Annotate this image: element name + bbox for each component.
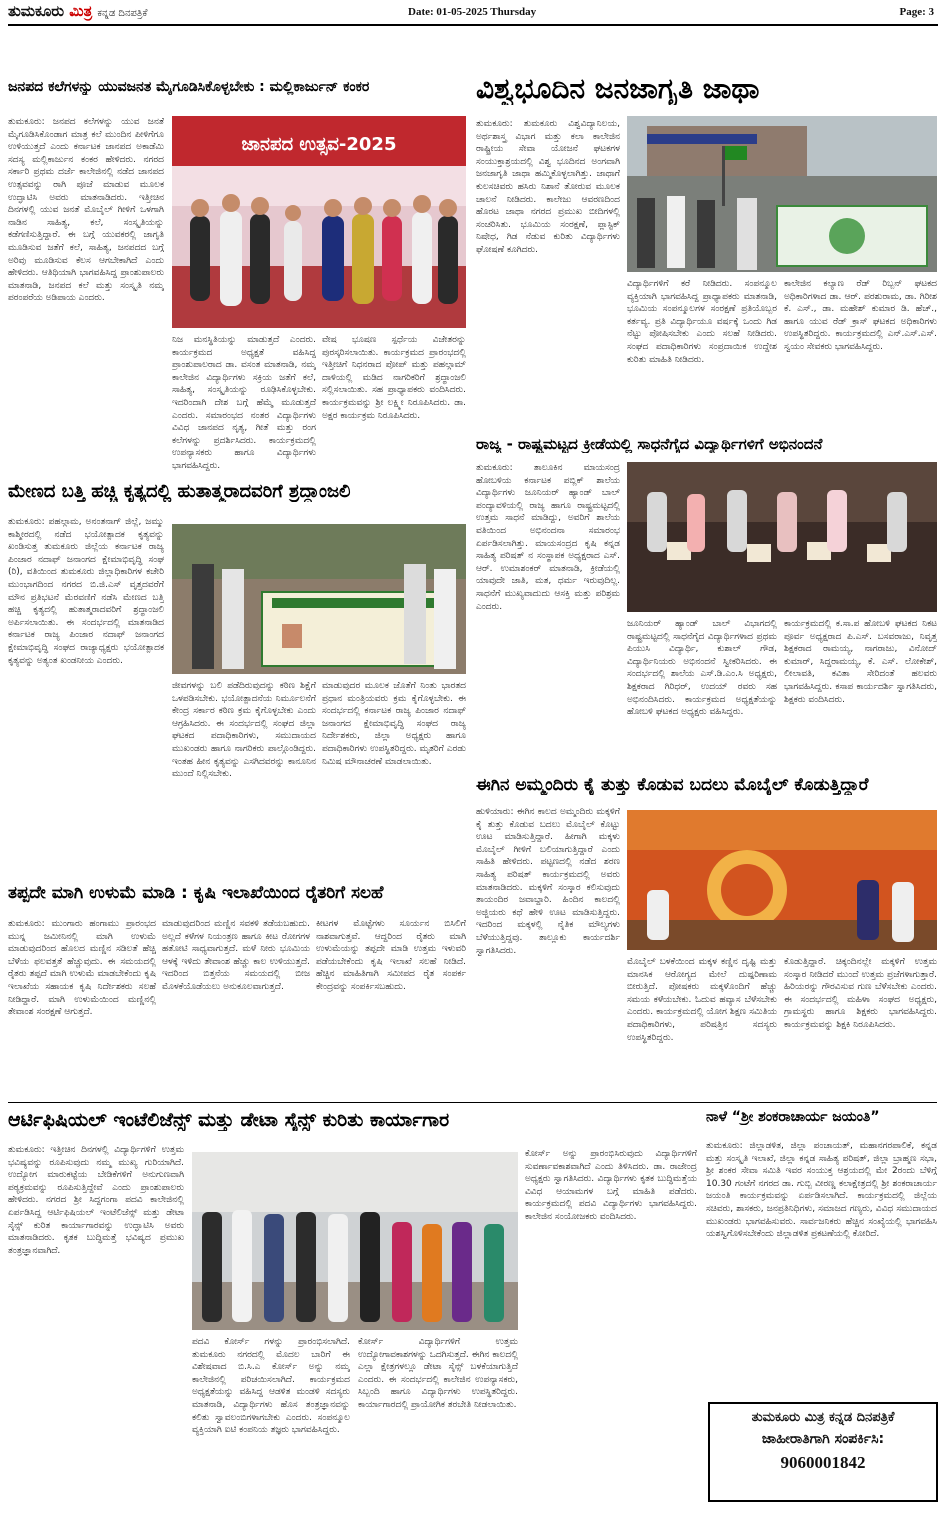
ad-newspaper-name: ತುಮಕೂರು ಮಿತ್ರ ಕನ್ನಡ ದಿನಪತ್ರಿಕೆ <box>751 1410 895 1425</box>
banner-janapada-utsava: ಜಾನಪದ ಉತ್ಸವ-2025 <box>241 134 397 155</box>
headline-tappade: ತಪ್ಪದೇ ಮಾಗಿ ಉಳುಮೆ ಮಾಡಿ : ಕೃಷಿ ಇಲಾಖೆಯಿಂದ ರೈತರಿಗೆ ಸಲಹೆ <box>8 884 384 903</box>
article-vishwabhoo-col2: ವಿದ್ಯಾರ್ಥಿಗಳಿಗೆ ಕರೆ ನೀಡಿದರು. ಸಂಪನ್ಮೂಲ ವ್ಯಕ್ತಿಯಾಗಿ ಭಾಗವಹಿಸಿದ್ದ ಪ್ರಾಧ್ಯಾಪಕರು ಮಾತನಾಡಿ, ಭೂಮಿಯ ಸಂಪನ್ಮೂಲಗಳ ಸಂರಕ್ಷಣೆ ಪ್ರತಿಯೊಬ್ಬರ ಕರ್ತವ್ಯ. ಪ್ರತಿ ವಿದ್ಯಾರ್ಥಿಯೂ ವರ್ಷಕ್ಕೆ ಒಂದು ಗಿಡ ನೆಟ್ಟು ಪೋಷಿಸಬೇಕು ಎಂದು ಸಲಹೆ ನೀಡಿದರು. ಸಂಘದ ಪದಾಧಿಕಾರಿಗಳು ಸಂಪ್ರದಾಯಿಕ ಉದ್ದೇಶ ಕುರಿತು ಮಾಹಿತಿ ನೀಡಿದರು. <box>627 279 777 365</box>
article-rajya-col3: ಕಾರ್ಯಕ್ರಮದಲ್ಲಿ ಕ.ಸಾ.ಪ ಹೋಬಳಿ ಘಟಕದ ನಿಕಟ ಪೂರ್ವ ಅಧ್ಯಕ್ಷರಾದ ಪಿ.ಎಸ್. ಬಸವರಾಜು, ನಿವೃತ್ತ ಶಿಕ್ಷಕರಾದ ರಾಮಯ್ಯ, ನಾಗರಾಜು, ವಿನೋದ್ ಕುಮಾರ್, ಸಿದ್ದರಾಮಯ್ಯ, ಕೆ. ಎಸ್. ಲೋಕೇಶ್, ಲೀಲಾವತಿ, ಕವಿತಾ ಸೇರಿದಂತೆ ಹಲವರು ಭಾಗವಹಿಸಿದ್ದರು. ಕಸಾಪ ಕಾರ್ಯದರ್ಶಿ ಸ್ವಾಗತಿಸಿದರು, ಶಿಕ್ಷಕರು ವಂದಿಸಿದರು. <box>784 619 937 705</box>
article-janapada-col3: ವೇಷ ಭೂಷಣ ಸ್ಪರ್ಧೆಯ ವಿಜೇತರನ್ನು ಪುರಸ್ಕರಿಸಲಾಯಿತು. ಕಾರ್ಯಕ್ರಮದ ಪ್ರಾರಂಭದಲ್ಲಿ ಇತ್ತೀಚಿಗೆ ನಿಧನರಾದ ಪೋಪ್ ಮತ್ತು ಪಹಲ್ಗಾಮ್ ದಾಳಿಯಲ್ಲಿ ಮಡಿದ ನಾಗರಿಕರಿಗೆ ಶ್ರದ್ಧಾಂಜಲಿ ಸಲ್ಲಿಸಲಾಯಿತು. ಸಹ ಪ್ರಾಧ್ಯಾಪಕರು ವಂದಿಸಿದರು. ಕಾರ್ಯಕ್ರಮವನ್ನು ಶ್ರೀ ಲಕ್ಷ್ಮೀ ನಿರೂಪಿಸಿದರು. ಡಾ. ಅಕ್ಷರ ಕಾರ್ಯಕ್ರಮ ನಿರೂಪಿಸಿದರು. <box>322 335 466 421</box>
article-eegina-col1: ಹುಳಿಯಾರು: ಈಗಿನ ಕಾಲದ ಅಮ್ಮಂದಿರು ಮಕ್ಕಳಿಗೆ ಕೈ ತುತ್ತು ಕೊಡುವ ಬದಲು ಮೊಬೈಲ್ ಕೊಟ್ಟು ಊಟ ಮಾಡಿಸುತ್ತಿದ್ದಾರೆ. ಹೀಗಾಗಿ ಮಕ್ಕಳು ಮೊಬೈಲ್ ಗೀಳಿಗೆ ಬಲಿಯಾಗುತ್ತಿದ್ದಾರೆ ಎಂದು ಸಾಹಿತಿ ಹೇಳಿದರು. ಪಟ್ಟಣದಲ್ಲಿ ನಡೆದ ಶರಣ ಸಾಹಿತ್ಯ ಪರಿಷತ್ ಕಾರ್ಯಕ್ರಮದಲ್ಲಿ ಅವರು ಮಾತನಾಡಿದರು. ಮಕ್ಕಳಿಗೆ ಸಂಸ್ಕಾರ ಕಲಿಸುವುದು ತಾಯಂದಿರ ಜವಾಬ್ದಾರಿ. ಹಿಂದಿನ ಕಾಲದಲ್ಲಿ ಅಜ್ಜಿಯರು ಕಥೆ ಹೇಳಿ ಊಟ ಮಾಡಿಸುತ್ತಿದ್ದರು. ಇದರಿಂದ ಮಕ್ಕಳಲ್ಲಿ ನೈತಿಕ ಮೌಲ್ಯಗಳು ಬೆಳೆಯುತ್ತಿದ್ದವು. ತಾಲ್ಲೂಕು ಕಾರ್ಯದರ್ಶಿ ಸ್ವಾಗತಿಸಿದರು. <box>476 807 620 956</box>
article-vishwabhoo-col1: ತುಮಕೂರು: ತುಮಕೂರು ವಿಶ್ವವಿದ್ಯಾನಿಲಯ, ಅರ್ಥಶಾಸ್ತ್ರ ವಿಭಾಗ ಮತ್ತು ಕಲಾ ಕಾಲೇಜಿನ ರಾಷ್ಟ್ರೀಯ ಸೇವಾ ಯೋಜನೆ ಘಟಕಗಳ ಸಂಯುಕ್ತಾಶ್ರಯದಲ್ಲಿ ವಿಶ್ವ ಭೂದಿನದ ಅಂಗವಾಗಿ ಜನಜಾಗೃತಿ ಜಾಥಾ ಹಮ್ಮಿಕೊಳ್ಳಲಾಗಿತ್ತು. ಜಾಥಾಗೆ ಕುಲಸಚಿವರು ಹಸಿರು ನಿಶಾನೆ ತೋರುವ ಮೂಲಕ ಚಾಲನೆ ನೀಡಿದರು. ಕಾಲೇಜು ಆವರಣದಿಂದ ಹೊರಟ ಜಾಥಾ ನಗರದ ಪ್ರಮುಖ ಬೀದಿಗಳಲ್ಲಿ ಸಂಚರಿಸಿತು. ಭೂಮಿಯ ಸಂರಕ್ಷಣೆ, ಪ್ಲಾಸ್ಟಿಕ್ ನಿಷೇಧ, ಗಿಡ ನೆಡುವ ಕುರಿತು ವಿದ್ಯಾರ್ಥಿಗಳು ಘೋಷಣೆ ಕೂಗಿದರು. <box>476 119 620 255</box>
issue-date: Date: 01-05-2025 Thursday <box>408 6 537 18</box>
ad-phone-number: 9060001842 <box>780 1453 866 1472</box>
headline-shankara: ನಾಳೆ “ಶ್ರೀ ಶಂಕರಾಚಾರ್ಯ ಜಯಂತಿ” <box>706 1110 880 1125</box>
article-janapada-col1: ತುಮಕೂರು: ಜನಪದ ಕಲೆಗಳನ್ನು ಯುವ ಜನತೆ ಮೈಗೂಡಿಸಿಕೊಂಡಾಗ ಮಾತ್ರ ಕಲೆ ಮುಂದಿನ ಪೀಳಿಗೆಗೂ ಉಳಿಯುತ್ತದೆ ಎಂದು ಕರ್ನಾಟಕ ಜಾನಪದ ಅಕಾಡೆಮಿ ಸದಸ್ಯ ಮಲ್ಲಿಕಾರ್ಜುನ ಕಂಕರ ಹೇಳಿದರು. ನಗರದ ಸರ್ಕಾರಿ ಪ್ರಥಮ ದರ್ಜೆ ಕಾಲೇಜಿನಲ್ಲಿ ನಡೆದ ಜಾನಪದ ಉತ್ಸವವನ್ನು ರಾಗಿ ಪೂಜೆ ಮಾಡುವ ಮೂಲಕ ಉದ್ಘಾಟಿಸಿ ಅವರು ಮಾತನಾಡಿದರು. ಇತ್ತೀಚಿನ ದಿನಗಳಲ್ಲಿ ಯುವ ಜನತೆ ಮೊಬೈಲ್ ಗೀಳಿಗೆ ಒಳಗಾಗಿ ನಾಡಿನ ಸಾಹಿತ್ಯ, ಕಲೆ, ಸಂಸ್ಕೃತಿಯನ್ನು ಕಡೆಗಣಿಸುತ್ತಿದ್ದಾರೆ. ಈ ಬಗ್ಗೆ ಯುವಕರಲ್ಲಿ ಜಾಗೃತಿ ಮೂಡಿಸುವ ಜತೆಗೆ ಕಲೆ, ಸಾಹಿತ್ಯ, ಜನಪದದ ಬಗ್ಗೆ ಅರಿವು ಮೂಡಿಸುವ ಕೆಲಸ ಆಗಬೇಕಾಗಿದೆ ಎಂದು ಹೇಳಿದರು. ಆತಿಥಿಯಾಗಿ ಭಾಗವಹಿಸಿದ್ದ ಪ್ರಾಂಶುಪಾಲರು ಮಾತನಾಡಿ, ಜನಪದ ಕಲೆ ಮತ್ತು ಸಂಸ್ಕೃತಿ ನಮ್ಮ ಪರಂಪರೆಯ ಅಡಿಪಾಯ ಎಂದರು. <box>8 117 164 304</box>
article-vishwabhoo-col3: ಕಾಲೇಜಿನ ಕಲ್ಯಾಣ ರೆಡ್ ರಿಬ್ಬನ್ ಘಟಕದ ಅಧಿಕಾರಿಗಳಾದ ಡಾ. ಆರ್. ಪರಶುರಾಮ, ಡಾ. ಗಿರೀಶ ಕೆ. ಎಸ್., ಡಾ. ಮಹೇಶ್ ಕುಮಾರ ಡಿ. ಹೆಚ್., ಹಾಗೂ ಯುವ ರೆಡ್ ಕ್ರಾಸ್ ಘಟಕದ ಅಧಿಕಾರಿಗಳು ಉಪಸ್ಥಿತರಿದ್ದರು. ಕಾರ್ಯಕ್ರಮದಲ್ಲಿ ಎನ್.ಎಸ್.ಎಸ್. ಸ್ವಯಂ ಸೇವಕರು ಭಾಗವಹಿಸಿದ್ದರು. <box>784 279 937 352</box>
photo-artificial-workshop <box>192 1152 518 1330</box>
headline-artificial: ಆರ್ಟಿಫಿಷಿಯಲ್ ಇಂಟೆಲಿಜೆನ್ಸ್ ಮತ್ತು ಡೇಟಾ ಸೈನ್ಸ್ ಕುರಿತು ಕಾರ್ಯಾಗಾರ <box>8 1110 450 1131</box>
article-artificial-col3: ಕೋರ್ಸ್ ವಿದ್ಯಾರ್ಥಿಗಳಿಗೆ ಉತ್ತಮ ಉದ್ಯೋಗಾವಕಾಶಗಳನ್ನು ಒದಗಿಸುತ್ತದೆ. ಈಗಿನ ಕಾಲದಲ್ಲಿ ಎಲ್ಲಾ ಕ್ಷೇತ್ರಗಳಲ್ಲೂ ಡೇಟಾ ಸೈನ್ಸ್ ಬಳಕೆಯಾಗುತ್ತಿದೆ ಎಂದರು. ಈ ಸಂದರ್ಭದಲ್ಲಿ ಕಾಲೇಜಿನ ಉಪನ್ಯಾಸಕರು, ಸಿಬ್ಬಂದಿ ಹಾಗೂ ವಿದ್ಯಾರ್ಥಿಗಳು ಉಪಸ್ಥಿತರಿದ್ದರು. ಕಾರ್ಯಾಗಾರದಲ್ಲಿ ಪ್ರಾಯೋಗಿಕ ತರಬೇತಿ ನೀಡಲಾಯಿತು. <box>358 1337 518 1410</box>
article-shankara-col1: ತುಮಕೂರು: ಜಿಲ್ಲಾಡಳಿತ, ಜಿಲ್ಲಾ ಪಂಚಾಯತ್, ಮಹಾನಗರಪಾಲಿಕೆ, ಕನ್ನಡ ಮತ್ತು ಸಂಸ್ಕೃತಿ ಇಲಾಖೆ, ಜಿಲ್ಲಾ ಕನ್ನಡ ಸಾಹಿತ್ಯ ಪರಿಷತ್, ಜಿಲ್ಲಾ ಬ್ರಾಹ್ಮಣ ಸಭಾ, ಶ್ರೀ ಶಂಕರ ಸೇವಾ ಸಮಿತಿ ಇವರ ಸಂಯುಕ್ತ ಆಶ್ರಯದಲ್ಲಿ ಮೇ 2ರಂದು ಬೆಳಿಗ್ಗೆ 10.30 ಗಂಟೆಗೆ ನಗರದ ಡಾ. ಗುಬ್ಬಿ ವೀರಣ್ಣ ಕಲಾಕ್ಷೇತ್ರದಲ್ಲಿ ಶ್ರೀ ಶಂಕರಾಚಾರ್ಯ ಜಯಂತಿ ಕಾರ್ಯಕ್ರಮವನ್ನು ಏರ್ಪಡಿಸಲಾಗಿದೆ. ಕಾರ್ಯಕ್ರಮದಲ್ಲಿ ಜಿಲ್ಲೆಯ ಸಚಿವರು, ಶಾಸಕರು, ಜನಪ್ರತಿನಿಧಿಗಳು, ಸಮಾಜದ ಗಣ್ಯರು, ವಿವಿಧ ಸಮುದಾಯದ ಮುಖಂಡರು ಭಾಗವಹಿಸುವರು. ಸಾರ್ವಜನಿಕರು ಹೆಚ್ಚಿನ ಸಂಖ್ಯೆಯಲ್ಲಿ ಭಾಗವಹಿಸಿ ಯಶಸ್ವಿಗೊಳಿಸಬೇಕೆಂದು ಜಿಲ್ಲಾಡಳಿತ ಪ್ರಕಟಣೆಯಲ್ಲಿ ಕೋರಿದೆ. <box>706 1141 937 1240</box>
logo-part-b: ಮಿತ್ರ <box>69 2 93 20</box>
article-rajya-col2: ಜೂನಿಯರ್ ಹ್ಯಾಂಡ್ ಬಾಲ್ ವಿಭಾಗದಲ್ಲಿ ರಾಷ್ಟ್ರಮಟ್ಟದಲ್ಲಿ ಸಾಧನೆಗೈದ ವಿದ್ಯಾರ್ಥಿಗಳಾದ ಪ್ರಥಮ ಪಿಯುಸಿ ವಿದ್ಯಾರ್ಥಿ, ಕುಶಾಲ್ ಗೌಡ, ವಿದ್ಯಾರ್ಥಿನಿಯರು ಅಭಿನಂದನೆ ಸ್ವೀಕರಿಸಿದರು. ಈ ಸಂದರ್ಭದಲ್ಲಿ ಶಾಲೆಯ ಎಸ್.ಡಿ.ಎಂ.ಸಿ ಅಧ್ಯಕ್ಷರು, ಶಿಕ್ಷಕರಾದ ಗಿರಿಧರ್, ಉದಯ್ ರವರು ಸಹ ಅಭಿನಂದಿಸಿದರು. ಕಾರ್ಯಕ್ರಮದ ಅಧ್ಯಕ್ಷತೆಯನ್ನು ಹೋಬಳಿ ಘಟಕದ ಅಧ್ಯಕ್ಷರು ವಹಿಸಿದ್ದರು. <box>627 619 777 718</box>
headline-janapada: ಜನಪದ ಕಲೆಗಳನ್ನು ಯುವಜನತ ಮೈಗೂಡಿಸಿಕೊಳ್ಳಬೇಕು : ಮಲ್ಲಿಕಾರ್ಜುನ್ ಕಂಕರ <box>8 80 370 95</box>
article-eegina-col2: ಮೊಬೈಲ್ ಬಳಕೆಯಿಂದ ಮಕ್ಕಳ ಕಣ್ಣಿನ ದೃಷ್ಟಿ ಮತ್ತು ಮಾನಸಿಕ ಆರೋಗ್ಯದ ಮೇಲೆ ದುಷ್ಪರಿಣಾಮ ಬೀರುತ್ತಿದೆ. ಪೋಷಕರು ಮಕ್ಕಳೊಂದಿಗೆ ಹೆಚ್ಚು ಸಮಯ ಕಳೆಯಬೇಕು. ಓದುವ ಹವ್ಯಾಸ ಬೆಳೆಸಬೇಕು ಎಂದರು. ಕಾರ್ಯಕ್ರಮದಲ್ಲಿ ಯೋಗ ಶಿಕ್ಷಣ ಸಮಿತಿಯ ಪದಾಧಿಕಾರಿಗಳು, ಪರಿಷತ್ತಿನ ಸದಸ್ಯರು ಉಪಸ್ಥಿತರಿದ್ದರು. <box>627 957 777 1043</box>
article-tappade-col1: ತುಮಕೂರು: ಮುಂಗಾರು ಹಂಗಾಮು ಪ್ರಾರಂಭದ ಮುನ್ನ ಜಮೀನಿನಲ್ಲಿ ಮಾಗಿ ಉಳುಮೆ ಮಾಡುವುದರಿಂದ ಹೊಲದ ಮಣ್ಣಿನ ಸಡಿಲತೆ ಹೆಚ್ಚಿ ಬೆಳೆಯ ಫಲವತ್ತತೆ ಹೆಚ್ಚುವುದು. ಈ ಸಮಯದಲ್ಲಿ ರೈತರು ತಪ್ಪದೆ ಮಾಗಿ ಉಳುಮೆ ಮಾಡಬೇಕೆಂದು ಕೃಷಿ ಇಲಾಖೆಯ ಸಹಾಯಕ ಕೃಷಿ ನಿರ್ದೇಶಕರು ಸಲಹೆ ನೀಡಿದ್ದಾರೆ. ಮಾಗಿ ಉಳುಮೆಯಿಂದ ಮಣ್ಣಿನಲ್ಲಿ ತೇವಾಂಶ ಸಂರಕ್ಷಣೆ ಆಗುತ್ತದೆ. <box>8 919 156 1018</box>
advertisement-box <box>708 1402 938 1502</box>
article-rajya-col1: ತುಮಕೂರು: ತಾಲೂಕಿನ ಮಾಯಸಂದ್ರ ಹೋಬಳಿಯ ಕರ್ನಾಟಕ ಪಬ್ಲಿಕ್ ಶಾಲೆಯ ವಿದ್ಯಾರ್ಥಿಗಳು ಜೂನಿಯರ್ ಹ್ಯಾಂಡ್ ಬಾಲ್ ಪಂದ್ಯಾವಳಿಯಲ್ಲಿ ರಾಜ್ಯ ಹಾಗೂ ರಾಷ್ಟ್ರಮಟ್ಟದಲ್ಲಿ ಉತ್ತಮ ಸಾಧನೆ ಮಾಡಿದ್ದು, ಅವರಿಗೆ ಶಾಲೆಯ ವತಿಯಿಂದ ಅಭಿನಂದನಾ ಸಮಾರಂಭ ಏರ್ಪಡಿಸಲಾಗಿತ್ತು. ಮಾಯಸಂದ್ರದ ಕೃಷಿ ಕನ್ನಡ ಸಾಹಿತ್ಯ ಪರಿಷತ್ ನ ಸಂಸ್ಥಾಪಕ ಅಧ್ಯಕ್ಷರಾದ ಎಸ್. ಆರ್. ಉಮಾಶಂಕರ್ ಮಾತನಾಡಿ, ಕ್ರೀಡೆಯಲ್ಲಿ ಯಾವುದೇ ಜಾತಿ, ಮತ, ಧರ್ಮ ಇರುವುದಿಲ್ಲ. ಸಾಧನೆಗೆ ಮುಖ್ಯವಾದುದು ಆಸಕ್ತಿ ಮತ್ತು ಪರಿಶ್ರಮ ಎಂದರು. <box>476 463 620 612</box>
article-menada-col3: ಮಾಡುವುದರ ಮೂಲಕ ಜೊತೆಗೆ ನಿಂತು ಭಾರತದ ಪ್ರಧಾನ ಮಂತ್ರಿಯವರು ಕ್ರಮ ಕೈಗೊಳ್ಳಬೇಕು. ಈ ಸಂದರ್ಭದಲ್ಲಿ ಕರ್ನಾಟಕ ರಾಜ್ಯ ಪಿಂಜಾರ ನದಾಫ್ ಜನಾಂಗದ ಕ್ಷೇಮಾಭಿವೃದ್ಧಿ ಸಂಘದ ರಾಜ್ಯ ನಿರ್ದೇಶಕರು, ಜಿಲ್ಲಾ ಅಧ್ಯಕ್ಷರು ಹಾಗೂ ಪದಾಧಿಕಾರಿಗಳು ಉಪಸ್ಥಿತರಿದ್ದರು. ಮೃತರಿಗೆ ಎರಡು ನಿಮಿಷ ಮೌನಾಚರಣೆ ಮಾಡಲಾಯಿತು. <box>322 681 466 767</box>
article-tappade-col3: ಕೀಟಗಳ ಮೊಟ್ಟೆಗಳು ಸೂರ್ಯನ ಬಿಸಿಲಿಗೆ ನಾಶವಾಗುತ್ತವೆ. ಆದ್ದರಿಂದ ರೈತರು ಮಾಗಿ ಉಳುಮೆಯನ್ನು ತಪ್ಪದೇ ಮಾಡಿ ಉತ್ತಮ ಇಳುವರಿ ಪಡೆಯಬೇಕೆಂದು ಕೃಷಿ ಇಲಾಖೆ ಸಲಹೆ ನೀಡಿದೆ. ಹೆಚ್ಚಿನ ಮಾಹಿತಿಗಾಗಿ ಸಮೀಪದ ರೈತ ಸಂಪರ್ಕ ಕೇಂದ್ರವನ್ನು ಸಂಪರ್ಕಿಸಬಹುದು. <box>316 919 466 992</box>
logo-part-a: ತುಮಕೂರು <box>8 2 65 20</box>
newspaper-logo <box>8 2 147 20</box>
photo-menada-protest <box>172 524 466 674</box>
logo-subtitle: ಕನ್ನಡ ದಿನಪತ್ರಿಕೆ <box>97 8 148 19</box>
article-menada-col2: ಜೀವಗಳನ್ನು ಬಲಿ ಪಡೆದಿರುವುದನ್ನು ಕಠಿಣ ಶಿಕ್ಷೆಗೆ ಒಳಪಡಿಸಬೇಕು. ಭಯೋತ್ಪಾದನೆಯ ನಿರ್ಮೂಲನೆಗೆ ಕೇಂದ್ರ ಸರ್ಕಾರ ಕಠಿಣ ಕ್ರಮ ಕೈಗೊಳ್ಳಬೇಕು ಎಂದು ಆಗ್ರಹಿಸಿದರು. ಈ ಸಂದರ್ಭದಲ್ಲಿ ಸಂಘದ ಜಿಲ್ಲಾ ಘಟಕದ ಪದಾಧಿಕಾರಿಗಳು, ಸಮುದಾಯದ ಮುಖಂಡರು ಹಾಗೂ ನಾಗರಿಕರು ಪಾಲ್ಗೊಂಡಿದ್ದರು. ಇಂತಹ ಹೀನ ಕೃತ್ಯವನ್ನು ಎಸಗಿದವರನ್ನು ಕಾನೂನಿನ ಮುಂದೆ ನಿಲ್ಲಿಸಬೇಕು. <box>172 681 316 780</box>
article-tappade-col2: ಮಾಡುವುದರಿಂದ ಮಣ್ಣಿನ ಸವಕಳಿ ತಡೆಯಬಹುದು. ಅಲ್ಲದೆ ಕಳೆಗಳ ನಿಯಂತ್ರಣ ಹಾಗೂ ಕೀಟ ರೋಗಗಳ ಹತೋಟಿ ಸಾಧ್ಯವಾಗುತ್ತದೆ. ಮಳೆ ನೀರು ಭೂಮಿಯ ಆಳಕ್ಕೆ ಇಳಿದು ತೇವಾಂಶ ಹೆಚ್ಚು ಕಾಲ ಉಳಿಯುತ್ತದೆ. ಇದರಿಂದ ಬಿತ್ತನೆಯ ಸಮಯದಲ್ಲಿ ಬೀಜ ಮೊಳಕೆಯೊಡೆಯಲು ಅನುಕೂಲವಾಗುತ್ತದೆ. <box>162 919 310 992</box>
page-number: Page: 3 <box>899 6 934 18</box>
headline-menada: ಮೇಣದ ಬತ್ತಿ ಹಚ್ಚಿ ಕೃತ್ಯದಲ್ಲಿ ಹುತಾತ್ಮರಾದವರಿಗೆ ಶ್ರದ್ಧಾಂಜಲಿ <box>8 482 351 502</box>
section-divider <box>8 1102 937 1103</box>
masthead <box>8 2 938 26</box>
photo-vishwabhoo-rally <box>627 116 937 272</box>
ad-contact-label: ಜಾಹೀರಾತಿಗಾಗಿ ಸಂಪರ್ಕಿಸಿ: <box>761 1431 885 1447</box>
article-eegina-col3: ಕೊಡುತ್ತಿದ್ದಾರೆ. ಚಿಕ್ಕಂದಿನಲ್ಲೇ ಮಕ್ಕಳಿಗೆ ಉತ್ತಮ ಸಂಸ್ಕಾರ ನೀಡಿದರೆ ಮುಂದೆ ಉತ್ತಮ ಪ್ರಜೆಗಳಾಗುತ್ತಾರೆ. ಹಿರಿಯರನ್ನು ಗೌರವಿಸುವ ಗುಣ ಬೆಳೆಸಬೇಕು ಎಂದರು. ಈ ಸಂದರ್ಭದಲ್ಲಿ ಮಹಿಳಾ ಸಂಘದ ಅಧ್ಯಕ್ಷರು, ಗ್ರಾಮಸ್ಥರು ಹಾಗೂ ಶಿಕ್ಷಕರು ಭಾಗವಹಿಸಿದ್ದರು. ಕಾರ್ಯಕ್ರಮವನ್ನು ಶಿಕ್ಷಕಿ ನಿರೂಪಿಸಿದರು. <box>784 957 937 1030</box>
article-janapada-col2: ನಿಜ ಮನಸ್ಥಿತಿಯನ್ನು ಮಾಡುತ್ತದೆ ಎಂದರು. ಕಾರ್ಯಕ್ರಮದ ಅಧ್ಯಕ್ಷತೆ ವಹಿಸಿದ್ದ ಪ್ರಾಂಶುಪಾಲರಾದ ಡಾ. ವಸಂತ ಮಾತನಾಡಿ, ನಮ್ಮ ಕಾಲೇಜಿನ ವಿದ್ಯಾರ್ಥಿಗಳು ಸಕ್ರಿಯ ಜತೆಗೆ ಕಲೆ, ಸಾಹಿತ್ಯ, ಸಂಸ್ಕೃತಿಯನ್ನು ರೂಢಿಸಿಕೊಳ್ಳಬೇಕು. ಇದರಿಂದಾಗಿ ದೇಶ ಬಗ್ಗೆ ಹೆಮ್ಮೆ ಮೂಡುತ್ತದೆ ಎಂದರು. ಸಮಾರಂಭದ ನಂತರ ವಿದ್ಯಾರ್ಥಿಗಳು ವಿವಿಧ ಜಾನಪದ ನೃತ್ಯ, ಗೀತೆ ಮತ್ತು ರಂಗ ಕಲೆಗಳನ್ನು ಪ್ರದರ್ಶಿಸಿದರು. ಕಾರ್ಯಕ್ರಮದಲ್ಲಿ ಉಪನ್ಯಾಸಕರು ಹಾಗೂ ವಿದ್ಯಾರ್ಥಿಗಳು ಭಾಗವಹಿಸಿದ್ದರು. <box>172 335 316 471</box>
headline-eegina: ಈಗಿನ ಅಮ್ಮಂದಿರು ಕೈ ತುತ್ತು ಕೊಡುವ ಬದಲು ಮೊಬೈಲ್ ಕೊಡುತ್ತಿದ್ದಾರೆ <box>476 776 869 795</box>
article-artificial-col2: ಪದವಿ ಕೋರ್ಸ್ ಗಳನ್ನು ಪ್ರಾರಂಭಿಸಲಾಗಿದೆ. ತುಮಕೂರು ನಗರದಲ್ಲಿ ಮೊದಲ ಬಾರಿಗೆ ಈ ವಿಶೇಷವಾದ ಬಿ.ಸಿ.ಎ ಕೋರ್ಸ್ ಅನ್ನು ನಮ್ಮ ಕಾಲೇಜಿನಲ್ಲಿ ಪರಿಚಯಿಸಲಾಗಿದೆ. ಕಾರ್ಯಕ್ರಮದ ಅಧ್ಯಕ್ಷತೆಯನ್ನು ವಹಿಸಿದ್ದ ಆಡಳಿತ ಮಂಡಳಿ ಸದಸ್ಯರು ಮಾತನಾಡಿ, ವಿದ್ಯಾರ್ಥಿಗಳು ಹೊಸ ತಂತ್ರಜ್ಞಾನವನ್ನು ಕಲಿತು ಸ್ವಾವಲಂಬಿಗಳಾಗಬೇಕು ಎಂದರು. ಸಂಪನ್ಮೂಲ ವ್ಯಕ್ತಿಯಾಗಿ ಐಟಿ ಕಂಪನಿಯ ತಜ್ಞರು ಭಾಗವಹಿಸಿದ್ದರು. <box>192 1337 350 1436</box>
article-artificial-col1: ತುಮಕೂರು: ಇತ್ತೀಚಿನ ದಿನಗಳಲ್ಲಿ ವಿದ್ಯಾರ್ಥಿಗಳಿಗೆ ಉತ್ತಮ ಭವಿಷ್ಯವನ್ನು ರೂಪಿಸುವುದು ನಮ್ಮ ಮುಖ್ಯ ಗುರಿಯಾಗಿದೆ. ಉದ್ಯೋಗ ಮಾರುಕಟ್ಟೆಯ ಬೇಡಿಕೆಗಳಿಗೆ ಅನುಗುಣವಾಗಿ ಪಠ್ಯಕ್ರಮವನ್ನು ರೂಪಿಸುತ್ತಿದ್ದೇವೆ ಎಂದು ಪ್ರಾಂಶುಪಾಲರು ಹೇಳಿದರು. ನಗರದ ಶ್ರೀ ಸಿದ್ದಗಂಗಾ ಪದವಿ ಕಾಲೇಜಿನಲ್ಲಿ ಏರ್ಪಡಿಸಿದ್ದ ಆರ್ಟಿಫಿಷಿಯಲ್ ಇಂಟೆಲಿಜೆನ್ಸ್ ಮತ್ತು ಡೇಟಾ ಸೈನ್ಸ್ ಕುರಿತ ಕಾರ್ಯಾಗಾರವನ್ನು ಉದ್ಘಾಟಿಸಿ ಅವರು ಮಾತನಾಡಿದರು. ಕೃತಕ ಬುದ್ಧಿಮತ್ತೆ ಭವಿಷ್ಯದ ಪ್ರಮುಖ ತಂತ್ರಜ್ಞಾನವಾಗಿದೆ. <box>8 1145 184 1256</box>
photo-janapada <box>172 116 466 328</box>
photo-eegina-event <box>627 810 937 950</box>
photo-rajya-felicitation <box>627 462 937 612</box>
headline-rajya: ರಾಜ್ಯ - ರಾಷ್ಟ್ರಮಟ್ಟದ ಕ್ರೀಡೆಯಲ್ಲಿ ಸಾಧನೆಗೈದ ವಿದ್ಯಾರ್ಥಿಗಳಿಗೆ ಅಭಿನಂದನೆ <box>476 436 823 453</box>
article-artificial-col4: ಕೋರ್ಸ್ ಅನ್ನು ಪ್ರಾರಂಭಿಸಿರುವುದು ವಿದ್ಯಾರ್ಥಿಗಳಿಗೆ ಸುವರ್ಣಾವಕಾಶವಾಗಿದೆ ಎಂದು ತಿಳಿಸಿದರು. ಡಾ. ರಾಜೇಂದ್ರ ಅಧ್ಯಕ್ಷರು ಸ್ವಾಗತಿಸಿದರು. ವಿದ್ಯಾರ್ಥಿಗಳು ಕೃತಕ ಬುದ್ಧಿಮತ್ತೆಯ ವಿವಿಧ ಆಯಾಮಗಳ ಬಗ್ಗೆ ಮಾಹಿತಿ ಪಡೆದರು. ಕಾರ್ಯಕ್ರಮದಲ್ಲಿ ಪದವಿ ವಿದ್ಯಾರ್ಥಿಗಳು ಭಾಗವಹಿಸಿದ್ದರು. ಕಾಲೇಜಿನ ಸಂಯೋಜಕರು ವಂದಿಸಿದರು. <box>525 1149 697 1222</box>
headline-vishwabhoo: ವಿಶ್ವಭೂದಿನ ಜನಜಾಗೃತಿ ಜಾಥಾ <box>476 74 760 105</box>
article-menada-col1: ತುಮಕೂರು: ಪಹಲ್ಗಾಮ, ಅನಂತನಾಗ್ ಜಿಲ್ಲೆ, ಜಮ್ಮು ಕಾಶ್ಮೀರದಲ್ಲಿ ನಡೆದ ಭಯೋತ್ಪಾದಕ ಕೃತ್ಯವನ್ನು ಖಂಡಿಸುತ್ತ ತುಮಕೂರು ಜಿಲ್ಲೆಯ ಕರ್ನಾಟಕ ರಾಜ್ಯ ಪಿಂಜಾರ ನದಾಫ್ ಜನಾಂಗದ ಕ್ಷೇಮಾಭಿವೃದ್ಧಿ ಸಂಘ (ರಿ), ವತಿಯಿಂದ ತುಮಕೂರು ಜಿಲ್ಲಾಧಿಕಾರಿಗಳ ಕಚೇರಿ ಮುಂಭಾಗದಿಂದ ನಗರದ ಬಿ.ಜಿ.ಎಸ್ ವೃತ್ತದವರೆಗೆ ಮೌನ ಪ್ರತಿಭಟನೆ ಮೆರವಣಿಗೆ ನಡೆಸಿ ಮೇಣದ ಬತ್ತಿ ಹಚ್ಚಿ ಕೃತ್ಯದಲ್ಲಿ ಹುತಾತ್ಮರಾದವರಿಗೆ ಶ್ರದ್ಧಾಂಜಲಿ ಅರ್ಪಿಸಲಾಯಿತು. ಈ ಸಂದರ್ಭದಲ್ಲಿ ಮಾತನಾಡಿದ ಕರ್ನಾಟಕ ರಾಜ್ಯ ಪಿಂಜಾರ ನದಾಫ್ ಜನಾಂಗದ ಕ್ಷೇಮಾಭಿವೃದ್ಧಿ ಸಂಘದ ರಾಜ್ಯಾಧ್ಯಕ್ಷರು ಭಯೋತ್ಪಾದಕ ಕೃತ್ಯವನ್ನು ಅತ್ಯಂತ ಖಂಡನೀಯ ಎಂದರು. <box>8 517 164 666</box>
